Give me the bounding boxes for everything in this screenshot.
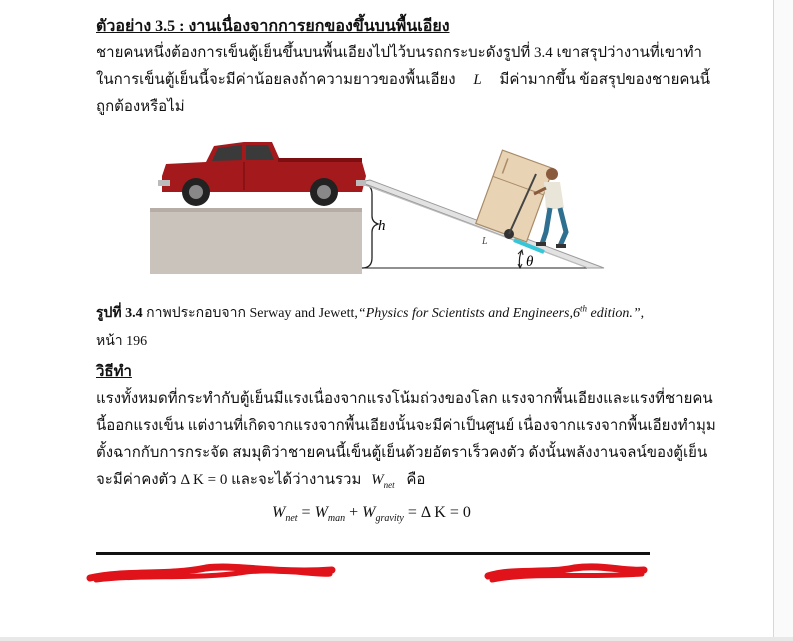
caption-text: กาพประกอบจาก Serway and Jewett,: [146, 306, 358, 321]
work-energy-equation: $W_{net} = W_{man} + W_{gravity} = \Delta$ K = 0: [272, 504, 471, 525]
intro-line-3: ถูกต้องหรือไม่: [96, 99, 185, 115]
caption-title: “Physics for Scientists and Engineers,6: [357, 306, 580, 321]
label-theta: θ: [526, 254, 534, 270]
refrigerator: [476, 150, 553, 242]
page-bottom-edge: [0, 637, 793, 641]
footer-rule: [96, 552, 650, 555]
solution-line-3: ตั้งฉากกับการกระจัด สมมุติว่าชายคนนี้เข็นตู้เย็นด้วยอัตราเร็วคงตัว ดังนั้นพลังงานจลน์ของตู้เย็น: [96, 445, 708, 461]
symbol-L: L: [473, 72, 482, 88]
redacted-scribble-right: [484, 560, 648, 586]
figure-caption: [96, 302, 644, 324]
caption-page: หน้า 196: [96, 334, 148, 349]
intro-line-2: ในการเข็นตู้เย็นนี้จะมีค่าน้อยลงถ้าความยาวของพื้นเอียง L มีค่ามากขึ้น ข้อสรุปของชายคนนี้: [96, 72, 710, 88]
example-heading: ตัวอย่าง 3.5 : งานเนื่องจากการยกของขึ้นบนพื้นเอียง: [96, 18, 450, 35]
caption-title-end: edition.”: [586, 306, 641, 321]
page-margin: [774, 0, 793, 641]
solution-paragraph: [96, 386, 716, 494]
truck-ramp-figure: [148, 128, 608, 276]
label-h: h: [378, 218, 386, 234]
solution-line-1: แรงทั้งหมดที่กระทำกับตู้เย็นมีแรงเนื่องจากแรงโน้มถ่วงของโลก แรงจากพื้นเอียงและแรงที่ชายคน: [96, 391, 713, 407]
label-L: L: [482, 236, 488, 247]
symbol-wnet: $W_{net}$: [371, 472, 395, 490]
solution-line-2: นี้ออกแรงเข็น แต่งานที่เกิดจากแรงจากพื้นเอียงนั้นจะมีค่าเป็นศูนย์ เนื่องจากแรงจากพื้นเอียงทำมุม: [96, 418, 716, 434]
intro-paragraph: [96, 40, 710, 121]
height-brace: [362, 184, 378, 268]
solution-heading: วิธีทำ: [96, 364, 132, 380]
caption-sup: th: [579, 303, 587, 314]
redacted-scribble-left: [86, 560, 336, 586]
caption-tail: ,: [640, 306, 645, 321]
intro-line-1: ชายคนหนึ่งต้องการเข็นตู้เย็นขึ้นบนพื้นเอียงไปไว้บนรถกระบะดังรูปที่ 3.4 เขาสรุปว่างานที่เขาทำ: [96, 45, 702, 61]
page-edge: [773, 0, 774, 641]
pickup-truck: [158, 142, 366, 206]
solution-line-4: จะมีค่าคงตัว Δ K = 0 และจะได้ว่างานรวม $W_{net}$ คือ: [96, 472, 426, 490]
loading-dock: [150, 208, 362, 274]
caption-label: รูปที่ 3.4: [96, 306, 143, 321]
